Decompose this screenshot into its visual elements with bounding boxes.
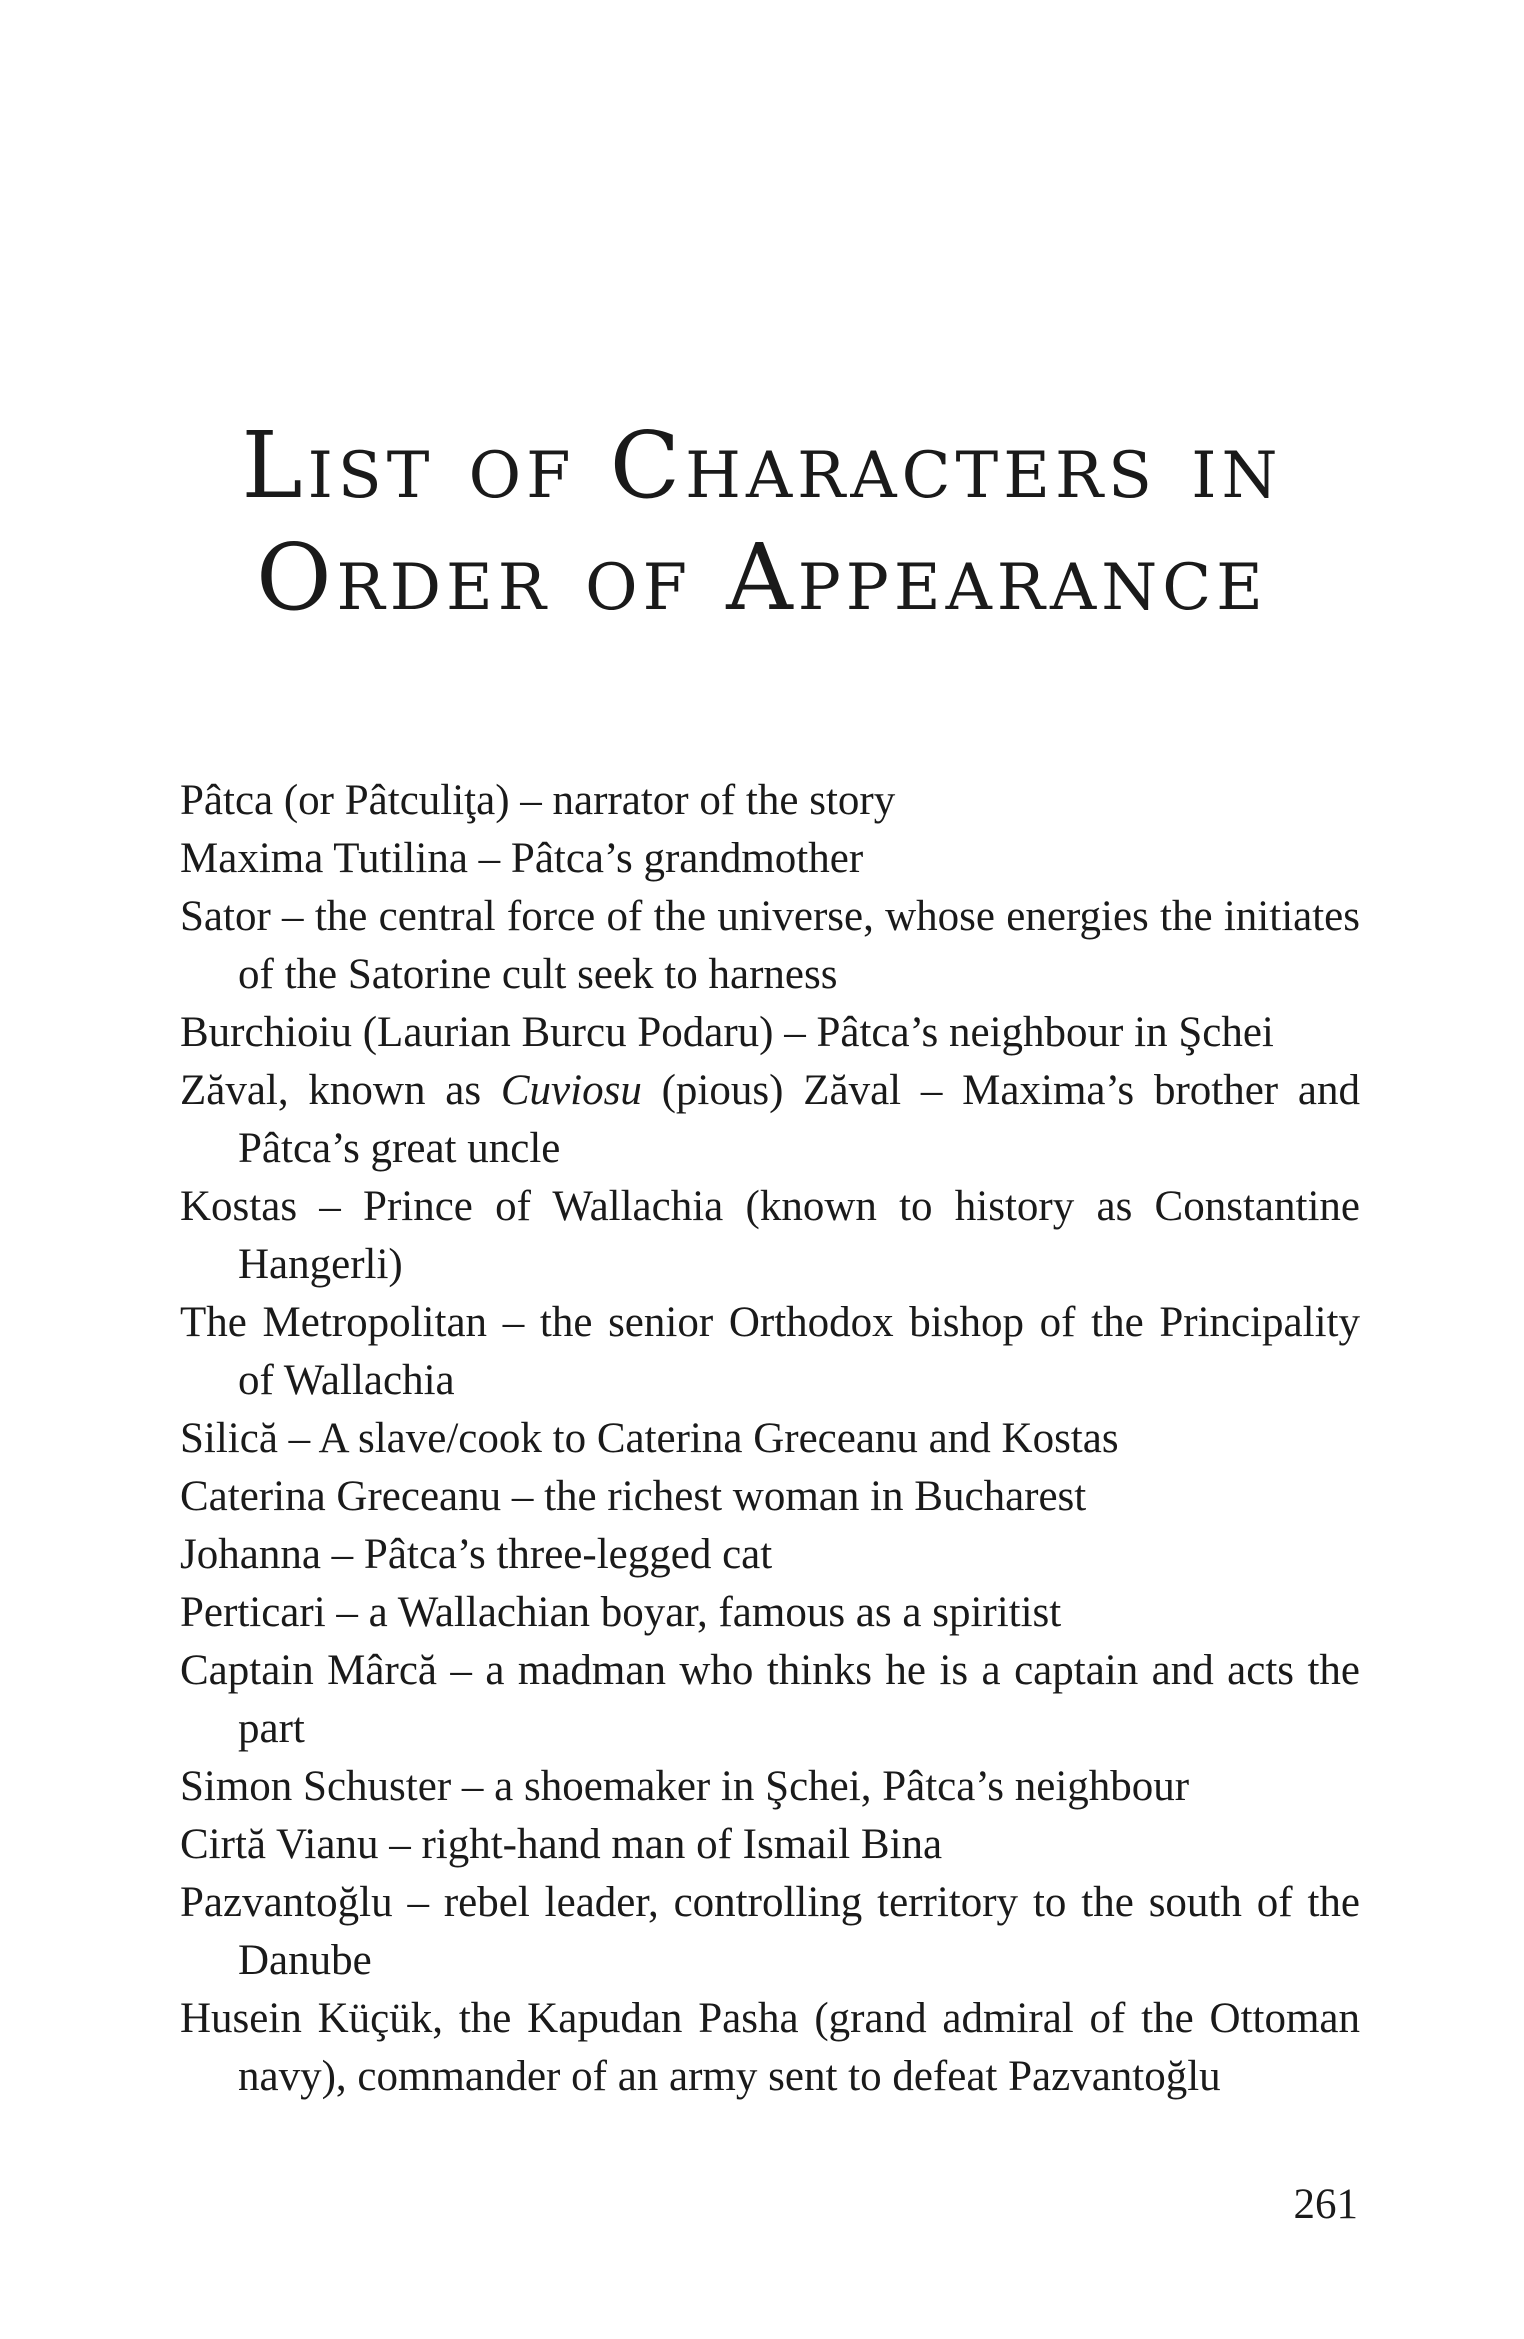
entry-text: The Metropolitan – the senior Orthodox bishop of the Principality of Wallachia bbox=[180, 1299, 1360, 1404]
entry-text: Caterina Greceanu – the richest woman in Bucharest bbox=[180, 1473, 1087, 1520]
character-entry bbox=[180, 1990, 1360, 2106]
entry-text: Cirtă Vianu – right-hand man of Ismail Bina bbox=[180, 1821, 943, 1868]
title-line-1: List of Characters in bbox=[241, 412, 1283, 519]
character-entry bbox=[180, 1642, 1360, 1758]
entry-text: Kostas – Prince of Wallachia (known to history as Constantine Hangerli) bbox=[180, 1183, 1360, 1288]
entry-text: Perticari – a Wallachian boyar, famous as a spiritist bbox=[180, 1589, 1062, 1636]
entry-text-italic: Cuviosu bbox=[500, 1067, 642, 1114]
character-entry bbox=[180, 1584, 1360, 1642]
page-title bbox=[0, 410, 1524, 634]
character-entry bbox=[180, 1004, 1360, 1062]
entry-text: Husein Küçük, the Kapudan Pasha (grand admiral of the Ottoman navy), commander of an army sent to defeat Pazvantoğlu bbox=[180, 1995, 1360, 2100]
character-entry bbox=[180, 830, 1360, 888]
character-entry bbox=[180, 1468, 1360, 1526]
entry-text-after: (pious) Zăval – Maxima’s brother and Pâtca’s great uncle bbox=[238, 1067, 1360, 1172]
entry-text: Sator – the central force of the universe, whose energies the initiates of the Satorine cult seek to harness bbox=[180, 893, 1360, 998]
entry-text: Pâtca (or Pâtculiţa) – narrator of the story bbox=[180, 777, 896, 824]
character-entry bbox=[180, 1758, 1360, 1816]
character-list bbox=[180, 772, 1360, 2106]
character-entry bbox=[180, 1294, 1360, 1410]
character-entry bbox=[180, 1062, 1360, 1178]
entry-text: Simon Schuster – a shoemaker in Şchei, Pâtca’s neighbour bbox=[180, 1763, 1190, 1810]
title-line-2: Order of Appearance bbox=[256, 524, 1268, 631]
character-entry bbox=[180, 1410, 1360, 1468]
entry-text: Burchioiu (Laurian Burcu Podaru) – Pâtca’s neighbour in Şchei bbox=[180, 1009, 1274, 1056]
entry-text: Johanna – Pâtca’s three-legged cat bbox=[180, 1531, 773, 1578]
entry-text: Pazvantoğlu – rebel leader, controlling territory to the south of the Danube bbox=[180, 1879, 1360, 1984]
character-entry bbox=[180, 772, 1360, 830]
entry-text: Captain Mârcă – a madman who thinks he is a captain and acts the part bbox=[180, 1647, 1360, 1752]
character-entry bbox=[180, 1816, 1360, 1874]
entry-text: Maxima Tutilina – Pâtca’s grandmother bbox=[180, 835, 864, 882]
entry-text: Silică – A slave/cook to Caterina Greceanu and Kostas bbox=[180, 1415, 1119, 1462]
page-number: 261 bbox=[1293, 2181, 1358, 2228]
character-entry bbox=[180, 1526, 1360, 1584]
character-entry bbox=[180, 888, 1360, 1004]
entry-text-before: Zăval, known as bbox=[180, 1067, 501, 1114]
character-entry bbox=[180, 1178, 1360, 1294]
character-entry bbox=[180, 1874, 1360, 1990]
